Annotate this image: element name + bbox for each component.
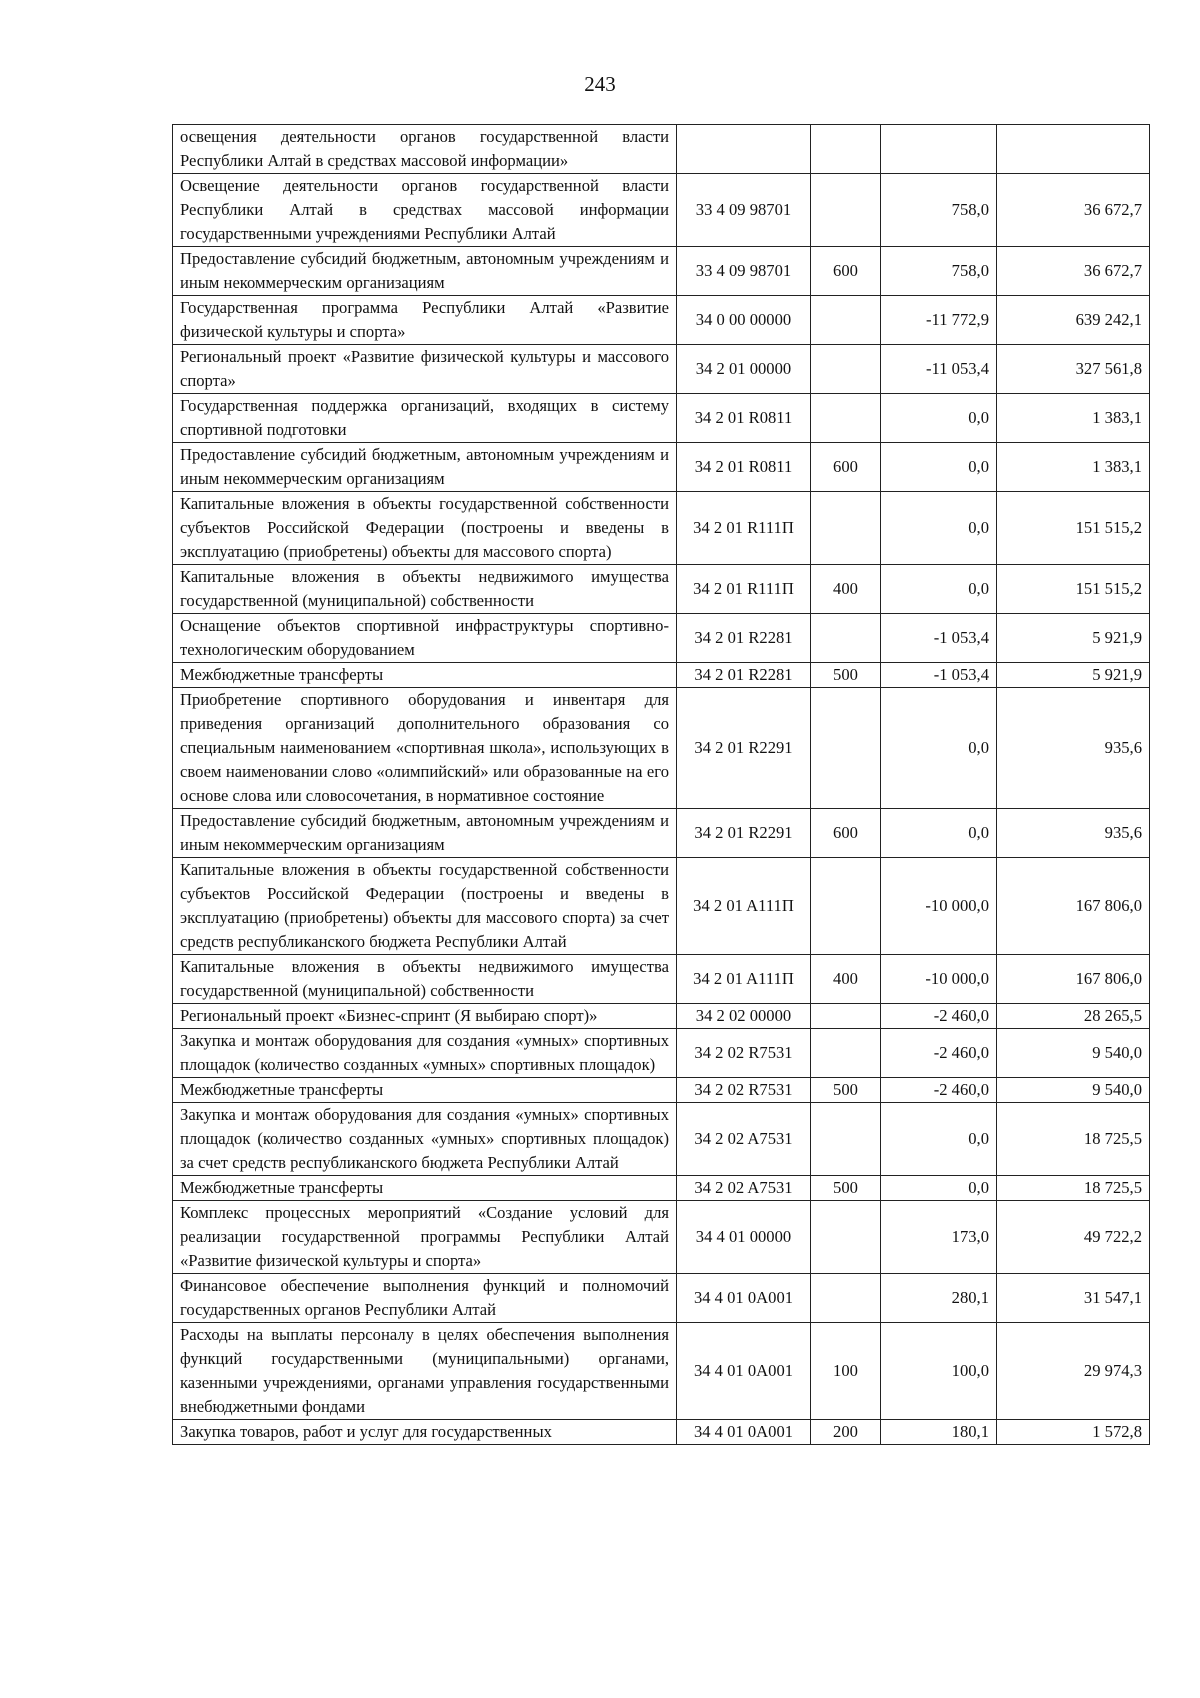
row-name: Предоставление субсидий бюджетным, автономным учреждениям и иным некоммерческим организациям	[173, 247, 677, 296]
row-code: 34 2 01 R111П	[677, 492, 811, 565]
row-change: -2 460,0	[881, 1078, 997, 1103]
row-name: Межбюджетные трансферты	[173, 663, 677, 688]
row-change: -11 053,4	[881, 345, 997, 394]
row-code: 34 2 01 A111П	[677, 955, 811, 1004]
row-name: Оснащение объектов спортивной инфраструктуры спортивно-технологическим оборудованием	[173, 614, 677, 663]
row-code: 34 2 02 00000	[677, 1004, 811, 1029]
row-name: Закупка товаров, работ и услуг для государственных	[173, 1420, 677, 1445]
row-name: Капитальные вложения в объекты государственной собственности субъектов Российской Федерации (построены и введены в эксплуатацию (приобретены) объекты для массового спорта)	[173, 492, 677, 565]
row-change: -2 460,0	[881, 1029, 997, 1078]
row-change: 100,0	[881, 1323, 997, 1420]
table-row	[173, 345, 1150, 394]
row-expense-type	[811, 1004, 881, 1029]
row-total: 1 572,8	[997, 1420, 1150, 1445]
table-row	[173, 394, 1150, 443]
row-total: 5 921,9	[997, 614, 1150, 663]
row-total: 9 540,0	[997, 1029, 1150, 1078]
row-code: 34 2 01 R111П	[677, 565, 811, 614]
row-expense-type: 200	[811, 1420, 881, 1445]
row-name: Капитальные вложения в объекты государственной собственности субъектов Российской Федерации (построены и введены в эксплуатацию (приобретены) объекты для массового спорта) за счет средств республиканского бюджета Республики Алтай	[173, 858, 677, 955]
row-change: 280,1	[881, 1274, 997, 1323]
row-expense-type: 500	[811, 1176, 881, 1201]
row-expense-type: 600	[811, 247, 881, 296]
row-code: 34 2 01 R0811	[677, 394, 811, 443]
row-change: -2 460,0	[881, 1004, 997, 1029]
row-name: Приобретение спортивного оборудования и инвентаря для приведения организаций дополнительного образования со специальным наименованием «спортивная школа», использующих в своем наименовании слово «олимпийский» или образованные на его основе слова или словосочетания, в нормативное состояние	[173, 688, 677, 809]
row-expense-type	[811, 688, 881, 809]
table-row	[173, 1103, 1150, 1176]
table-row	[173, 247, 1150, 296]
table-row	[173, 1176, 1150, 1201]
row-change: 180,1	[881, 1420, 997, 1445]
row-change: -1 053,4	[881, 614, 997, 663]
row-name: Расходы на выплаты персоналу в целях обеспечения выполнения функций государственными (муниципальными) органами, казенными учреждениями, органами управления государственными внебюджетными фондами	[173, 1323, 677, 1420]
row-expense-type: 500	[811, 663, 881, 688]
row-code: 34 4 01 0A001	[677, 1420, 811, 1445]
row-total: 935,6	[997, 809, 1150, 858]
row-total: 29 974,3	[997, 1323, 1150, 1420]
page-number: 243	[584, 72, 616, 96]
row-name: Закупка и монтаж оборудования для создания «умных» спортивных площадок (количество созданных «умных» спортивных площадок) за счет средств республиканского бюджета Республики Алтай	[173, 1103, 677, 1176]
row-expense-type	[811, 492, 881, 565]
row-name: Предоставление субсидий бюджетным, автономным учреждениям и иным некоммерческим организациям	[173, 443, 677, 492]
table-row	[173, 1078, 1150, 1103]
row-name: Межбюджетные трансферты	[173, 1078, 677, 1103]
table-row	[173, 1274, 1150, 1323]
budget-table-body	[173, 125, 1150, 1445]
table-row	[173, 1004, 1150, 1029]
table-row	[173, 663, 1150, 688]
table-row	[173, 174, 1150, 247]
table-row	[173, 125, 1150, 174]
row-total: 28 265,5	[997, 1004, 1150, 1029]
row-code: 34 2 01 R2291	[677, 809, 811, 858]
row-change: 0,0	[881, 1176, 997, 1201]
row-change	[881, 125, 997, 174]
table-row	[173, 858, 1150, 955]
row-total: 9 540,0	[997, 1078, 1150, 1103]
row-expense-type	[811, 614, 881, 663]
row-change: -11 772,9	[881, 296, 997, 345]
row-expense-type	[811, 125, 881, 174]
row-expense-type	[811, 858, 881, 955]
row-total: 31 547,1	[997, 1274, 1150, 1323]
row-code: 34 2 02 R7531	[677, 1029, 811, 1078]
row-code: 34 2 01 A111П	[677, 858, 811, 955]
row-name: Межбюджетные трансферты	[173, 1176, 677, 1201]
row-total: 151 515,2	[997, 492, 1150, 565]
row-code	[677, 125, 811, 174]
row-expense-type	[811, 394, 881, 443]
row-change: 0,0	[881, 443, 997, 492]
row-total: 5 921,9	[997, 663, 1150, 688]
row-name: Финансовое обеспечение выполнения функций и полномочий государственных органов Республики Алтай	[173, 1274, 677, 1323]
row-name: Освещение деятельности органов государственной власти Республики Алтай в средствах массовой информации государственными учреждениями Республики Алтай	[173, 174, 677, 247]
row-change: 0,0	[881, 809, 997, 858]
row-change: 0,0	[881, 1103, 997, 1176]
row-code: 34 2 01 R2291	[677, 688, 811, 809]
row-expense-type: 400	[811, 565, 881, 614]
row-code: 34 2 01 R2281	[677, 614, 811, 663]
row-change: 0,0	[881, 394, 997, 443]
row-expense-type	[811, 1274, 881, 1323]
row-name: Комплекс процессных мероприятий «Создание условий для реализации государственной программы Республики Алтай «Развитие физической культуры и спорта»	[173, 1201, 677, 1274]
row-total: 36 672,7	[997, 174, 1150, 247]
row-code: 34 2 02 A7531	[677, 1176, 811, 1201]
row-change: 758,0	[881, 247, 997, 296]
row-name: Региональный проект «Развитие физической культуры и массового спорта»	[173, 345, 677, 394]
row-expense-type	[811, 345, 881, 394]
table-row	[173, 809, 1150, 858]
table-row	[173, 614, 1150, 663]
row-code: 34 2 01 00000	[677, 345, 811, 394]
row-change: -1 053,4	[881, 663, 997, 688]
row-change: 0,0	[881, 688, 997, 809]
row-change: 173,0	[881, 1201, 997, 1274]
row-total: 935,6	[997, 688, 1150, 809]
row-code: 33 4 09 98701	[677, 174, 811, 247]
row-expense-type: 500	[811, 1078, 881, 1103]
row-total: 49 722,2	[997, 1201, 1150, 1274]
row-expense-type	[811, 174, 881, 247]
row-total: 327 561,8	[997, 345, 1150, 394]
row-total: 167 806,0	[997, 858, 1150, 955]
table-row	[173, 1420, 1150, 1445]
row-code: 34 2 02 A7531	[677, 1103, 811, 1176]
row-total: 1 383,1	[997, 443, 1150, 492]
row-total	[997, 125, 1150, 174]
table-row	[173, 296, 1150, 345]
row-total: 167 806,0	[997, 955, 1150, 1004]
row-total: 18 725,5	[997, 1176, 1150, 1201]
table-row	[173, 955, 1150, 1004]
table-row	[173, 492, 1150, 565]
row-name: Предоставление субсидий бюджетным, автономным учреждениям и иным некоммерческим организациям	[173, 809, 677, 858]
row-code: 34 4 01 00000	[677, 1201, 811, 1274]
row-change: 758,0	[881, 174, 997, 247]
row-expense-type	[811, 296, 881, 345]
row-name: Государственная поддержка организаций, входящих в систему спортивной подготовки	[173, 394, 677, 443]
row-expense-type: 100	[811, 1323, 881, 1420]
row-total: 151 515,2	[997, 565, 1150, 614]
row-expense-type: 600	[811, 809, 881, 858]
row-name: Капитальные вложения в объекты недвижимого имущества государственной (муниципальной) собственности	[173, 955, 677, 1004]
row-code: 34 0 00 00000	[677, 296, 811, 345]
row-change: -10 000,0	[881, 858, 997, 955]
row-name: освещения деятельности органов государственной власти Республики Алтай в средствах массовой информации»	[173, 125, 677, 174]
row-expense-type	[811, 1103, 881, 1176]
row-name: Региональный проект «Бизнес-спринт (Я выбираю спорт)»	[173, 1004, 677, 1029]
row-code: 34 2 02 R7531	[677, 1078, 811, 1103]
row-code: 34 2 01 R0811	[677, 443, 811, 492]
row-change: -10 000,0	[881, 955, 997, 1004]
row-code: 34 4 01 0A001	[677, 1323, 811, 1420]
row-name: Государственная программа Республики Алтай «Развитие физической культуры и спорта»	[173, 296, 677, 345]
row-code: 34 4 01 0A001	[677, 1274, 811, 1323]
row-name: Закупка и монтаж оборудования для создания «умных» спортивных площадок (количество созданных «умных» спортивных площадок)	[173, 1029, 677, 1078]
row-total: 639 242,1	[997, 296, 1150, 345]
table-row	[173, 1323, 1150, 1420]
table-row	[173, 443, 1150, 492]
table-row	[173, 1029, 1150, 1078]
row-expense-type: 600	[811, 443, 881, 492]
row-change: 0,0	[881, 492, 997, 565]
row-change: 0,0	[881, 565, 997, 614]
table-row	[173, 1201, 1150, 1274]
row-code: 34 2 01 R2281	[677, 663, 811, 688]
row-expense-type	[811, 1201, 881, 1274]
table-row	[173, 565, 1150, 614]
row-expense-type	[811, 1029, 881, 1078]
row-total: 18 725,5	[997, 1103, 1150, 1176]
row-total: 1 383,1	[997, 394, 1150, 443]
table-row	[173, 688, 1150, 809]
row-name: Капитальные вложения в объекты недвижимого имущества государственной (муниципальной) собственности	[173, 565, 677, 614]
row-total: 36 672,7	[997, 247, 1150, 296]
row-code: 33 4 09 98701	[677, 247, 811, 296]
budget-table	[172, 124, 1150, 1445]
row-expense-type: 400	[811, 955, 881, 1004]
